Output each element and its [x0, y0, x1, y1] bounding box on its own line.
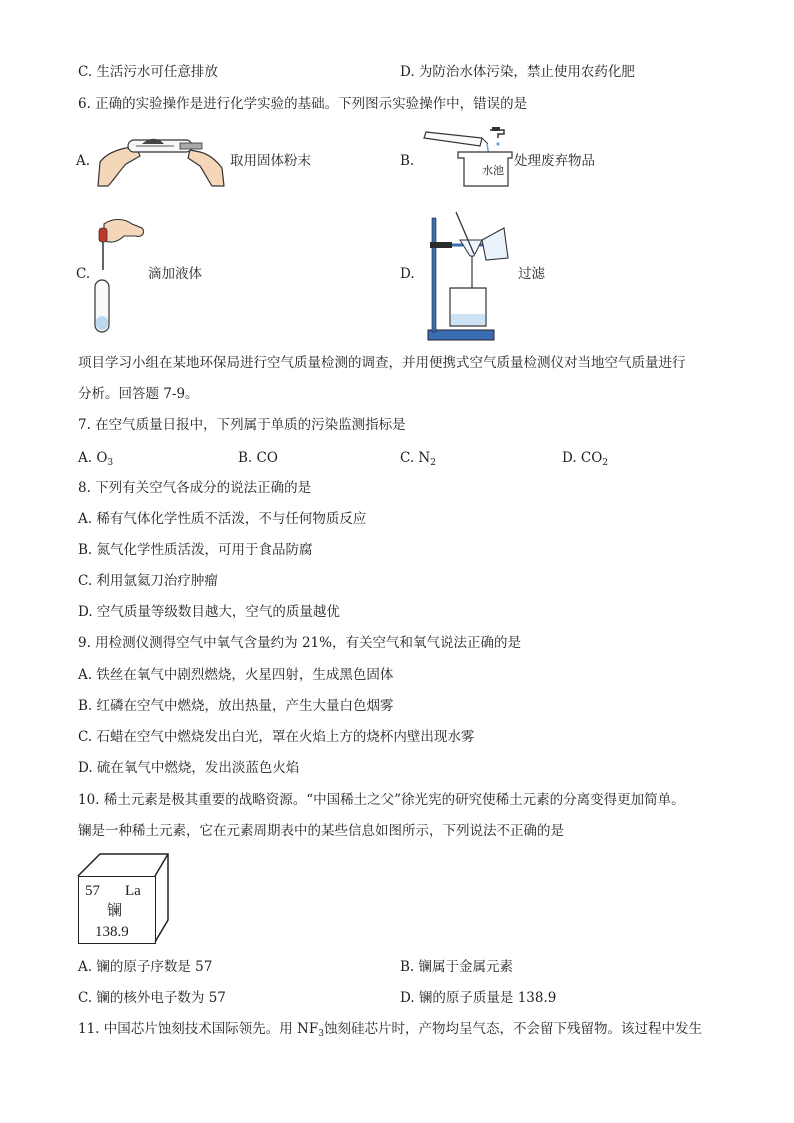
- q9-stem: 9. 用检测仪测得空气中氧气含量约为 21%，有关空气和氧气说法正确的是: [78, 635, 521, 651]
- q8-stem: 8. 下列有关空气各成分的说法正确的是: [78, 480, 312, 496]
- q6-option-b-letter: B.: [400, 153, 415, 169]
- q6-stem: 6. 正确的实验操作是进行化学实验的基础。下列图示实验操作中，错误的是: [78, 96, 528, 112]
- q10-stem-line-2: 镧是一种稀土元素，它在元素周期表中的某些信息如图所示，下列说法不正确的是: [78, 823, 564, 839]
- atomic-mass: 138.9: [95, 924, 129, 940]
- q8-option-c: C. 利用氩氦刀治疗肿瘤: [78, 573, 218, 589]
- test-tube-powder-illustration: [96, 124, 226, 190]
- intro-line-1: 项目学习小组在某地环保局进行空气质量检测的调查，并用便携式空气质量检测仪对当地空气质量进行: [78, 355, 686, 371]
- element-name: 镧: [107, 903, 123, 919]
- q9-option-d: D. 硫在氧气中燃烧，发出淡蓝色火焰: [78, 760, 300, 776]
- q9-option-c: C. 石蜡在空气中燃烧发出白光，罩在火焰上方的烧杯内壁出现水雾: [78, 729, 475, 745]
- q8-option-d: D. 空气质量等级数目越大，空气的质量越优: [78, 604, 340, 620]
- q10-stem-line-1: 10. 稀土元素是极其重要的战略资源。“中国稀土之父”徐光宪的研究使稀土元素的分离变得更加简单。: [78, 792, 685, 808]
- sink-label: 水池: [482, 164, 504, 177]
- q9-option-a: A. 铁丝在氧气中剧烈燃烧，火星四射，生成黑色固体: [78, 667, 394, 683]
- q9-option-b: B. 红磷在空气中燃烧，放出热量，产生大量白色烟雾: [78, 698, 394, 714]
- q10-option-b: B. 镧属于金属元素: [400, 959, 514, 975]
- q5-option-c: C. 生活污水可任意排放: [78, 64, 218, 80]
- q6-option-d-caption: 过滤: [518, 266, 545, 282]
- q8-option-b: B. 氮气化学性质活泼，可用于食品防腐: [78, 542, 313, 558]
- q11-stem: 11. 中国芯片蚀刻技术国际领先。用 $NF_3$蚀刻硅芯片时，产物均呈气态，不会留下残留物。该过程中发生: [78, 1021, 702, 1039]
- q10-option-c: C. 镧的核外电子数为 57: [78, 990, 226, 1006]
- element-symbol: La: [125, 883, 141, 899]
- q10-option-a: A. 镧的原子序数是 57: [78, 959, 213, 975]
- q10-option-d: D. 镧的原子质量是 138.9: [400, 990, 557, 1006]
- q6-option-c-letter: C.: [76, 266, 91, 282]
- q6-option-a-caption: 取用固体粉末: [230, 153, 311, 169]
- atomic-number: 57: [85, 883, 100, 899]
- filtration-illustration: [420, 210, 510, 344]
- waste-into-sink-illustration: [420, 124, 515, 190]
- q7-option-b: B. CO: [238, 450, 278, 466]
- q6-option-a-letter: A.: [76, 153, 91, 169]
- q7-option-d: D. $CO_2$: [562, 450, 609, 468]
- q7-option-a: A. $O_3$: [78, 450, 114, 468]
- q8-option-a: A. 稀有气体化学性质不活泼，不与任何物质反应: [78, 511, 367, 527]
- element-card-lanthanum: [78, 876, 156, 944]
- q7-stem: 7. 在空气质量日报中，下列属于单质的污染监测指标是: [78, 417, 406, 433]
- q5-option-d: D. 为防治水体污染，禁止使用农药化肥: [400, 64, 635, 80]
- intro-line-2: 分析。回答题 7-9。: [78, 386, 199, 402]
- dropper-illustration: [90, 214, 150, 336]
- q6-option-c-caption: 滴加液体: [148, 266, 202, 282]
- q7-option-c: C. $N_2$: [400, 450, 436, 468]
- q6-option-b-caption: 处理废弃物品: [514, 153, 595, 169]
- q6-option-d-letter: D.: [400, 266, 415, 282]
